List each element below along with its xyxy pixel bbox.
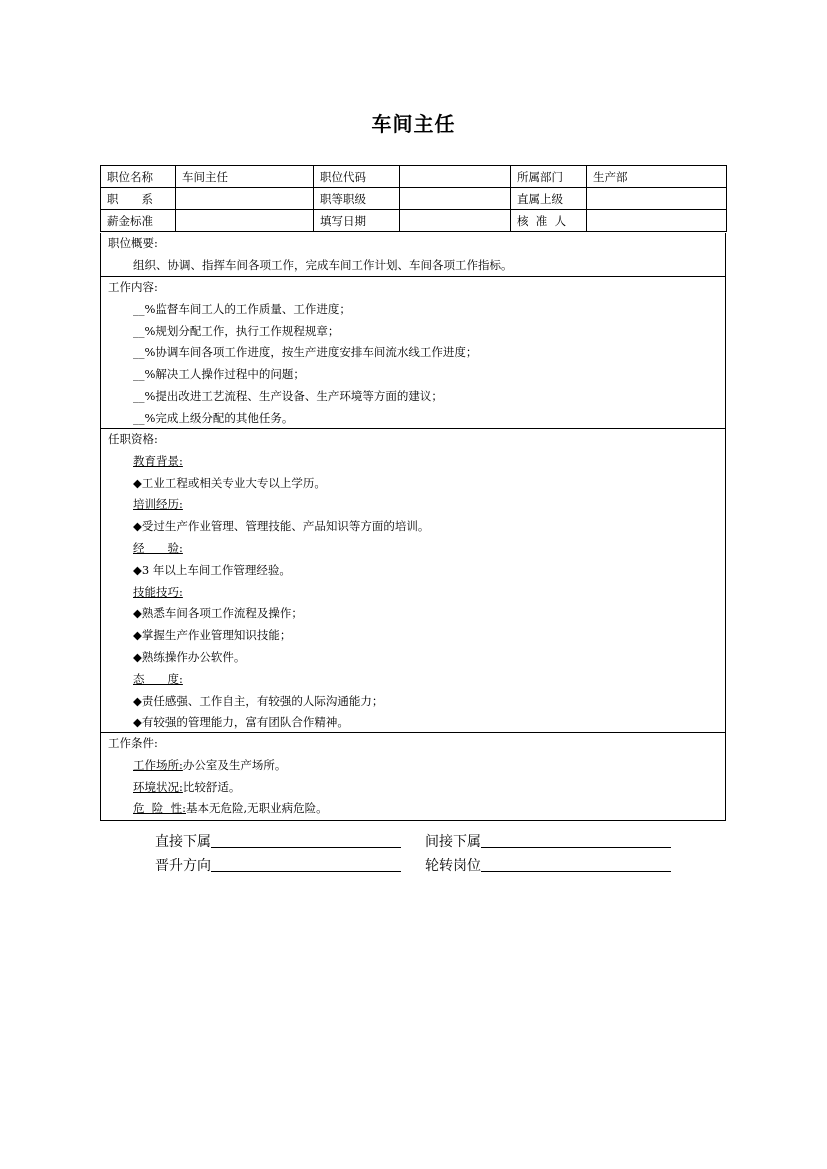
duties-heading: 工作内容: (108, 280, 158, 294)
value-salary (176, 210, 314, 232)
promotion-field[interactable] (211, 857, 401, 872)
value-position-name: 车间主任 (176, 166, 314, 188)
qualifications-heading: 任职资格: (108, 432, 158, 446)
attitude-label: 态 度: (133, 671, 183, 686)
duties-section (100, 277, 726, 429)
place-text: 办公室及生产场所。 (182, 757, 287, 772)
duty-item: __%监督车间工人的工作质量、工作进度； (133, 301, 351, 316)
duty-item: __%规划分配工作，执行工作规程规章； (133, 323, 340, 338)
training-label: 培训经历: (133, 497, 183, 512)
environment-label: 环境状况: (133, 779, 183, 794)
value-department: 生产部 (587, 166, 727, 188)
label-supervisor: 直属上级 (511, 188, 587, 210)
training-text: ◆受过生产作业管理、管理技能、产品知识等方面的培训。 (133, 519, 430, 534)
summary-heading: 职位概要: (108, 236, 158, 250)
table-row (101, 166, 727, 188)
indirect-subordinate-label: 间接下属 (425, 834, 481, 850)
conditions-section (100, 733, 726, 821)
promotion-label: 晋升方向 (155, 858, 211, 874)
skills-label: 技能技巧: (133, 584, 183, 599)
table-row (101, 210, 727, 232)
rotation-label: 轮转岗位 (425, 858, 481, 874)
duty-item: __%协调车间各项工作进度，按生产进度安排车间流水线工作进度； (133, 345, 478, 360)
direct-subordinate-label: 直接下属 (155, 834, 211, 850)
attitude-item: ◆责任感强、工作自主，有较强的人际沟通能力； (133, 693, 384, 708)
education-text: ◆工业工程或相关专业大专以上学历。 (133, 475, 326, 490)
summary-section (100, 233, 726, 277)
info-table (100, 165, 727, 232)
risk-text: 基本无危险,无职业病危险。 (186, 801, 328, 816)
value-approver (587, 210, 727, 232)
duty-item: __%提出改进工艺流程、生产设备、生产环境等方面的建议； (133, 388, 443, 403)
experience-label: 经 验: (133, 540, 183, 555)
value-grade (400, 188, 511, 210)
duty-item: __%完成上级分配的其他任务。 (133, 410, 294, 425)
value-supervisor (587, 188, 727, 210)
label-position-code: 职位代码 (314, 166, 400, 188)
skill-item: ◆熟悉车间各项工作流程及操作； (133, 606, 303, 621)
value-date (400, 210, 511, 232)
environment-text: 比较舒适。 (182, 779, 241, 794)
label-job-family: 职 系 (101, 188, 176, 210)
skill-item: ◆掌握生产作业管理知识技能； (133, 628, 292, 643)
place-label: 工作场所: (133, 757, 183, 772)
value-position-code (400, 166, 511, 188)
summary-text: 组织、协调、指挥车间各项工作，完成车间工作计划、车间各项工作指标。 (133, 257, 513, 272)
value-job-family (176, 188, 314, 210)
label-approver: 核 准 人 (511, 210, 587, 232)
skill-item: ◆熟练操作办公软件。 (133, 649, 246, 664)
label-grade: 职等职级 (314, 188, 400, 210)
page-title: 车间主任 (371, 112, 456, 136)
duty-item: __%解决工人操作过程中的问题； (133, 367, 305, 382)
label-salary: 薪金标准 (101, 210, 176, 232)
experience-text: ◆3 年以上车间工作管理经验。 (133, 562, 291, 577)
table-row (101, 188, 727, 210)
direct-subordinate-field[interactable] (211, 833, 401, 848)
rotation-field[interactable] (481, 857, 671, 872)
attitude-item: ◆有较强的管理能力，富有团队合作精神。 (133, 715, 349, 730)
qualifications-section (100, 429, 726, 733)
risk-label: 危 险 性: (133, 801, 186, 816)
label-position-name: 职位名称 (101, 166, 176, 188)
education-label: 教育背景: (133, 453, 183, 468)
indirect-subordinate-field[interactable] (481, 833, 671, 848)
label-date: 填写日期 (314, 210, 400, 232)
label-department: 所属部门 (511, 166, 587, 188)
conditions-heading: 工作条件: (108, 736, 158, 750)
